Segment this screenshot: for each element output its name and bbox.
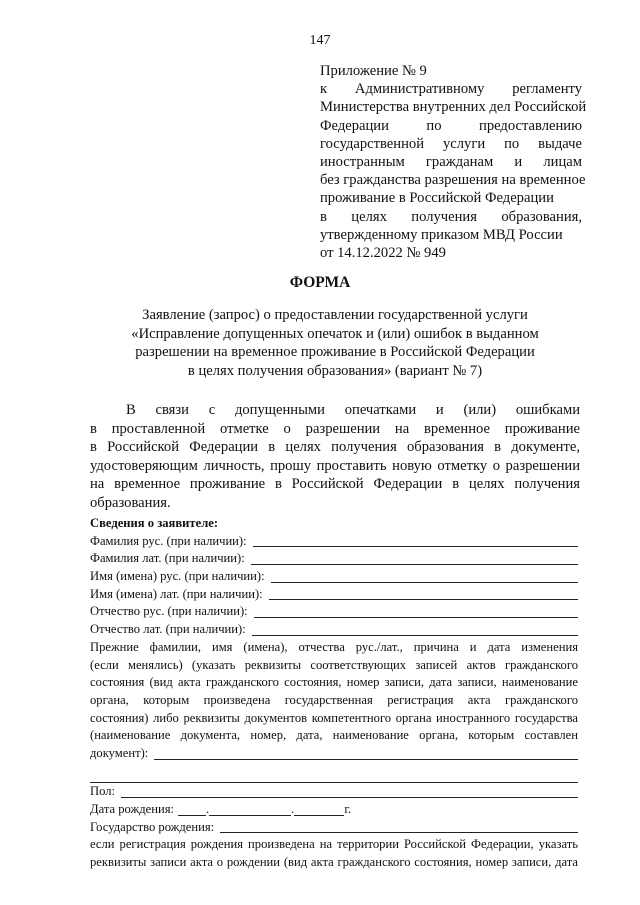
annex-line: проживание в Российской Федерации (320, 190, 554, 207)
field-label: Пол: (90, 784, 116, 799)
previous-names-field[interactable] (90, 745, 578, 763)
annex-line: государственной услуги по выдаче (320, 135, 582, 152)
birth-month-input[interactable] (209, 803, 291, 816)
applicant-heading: Сведения о заявителе: (90, 516, 219, 530)
birth-day-input[interactable] (178, 803, 206, 816)
field-input-line[interactable] (121, 785, 578, 798)
field-input-line[interactable] (154, 747, 578, 760)
field-input-line[interactable] (269, 587, 578, 600)
subtitle-line: «Исправление допущенных опечаток и (или) ошибок в выданном (131, 325, 539, 342)
previous-names-text: состояния (вид акта гражданского состояния, номер записи, дата записи, наименование (90, 675, 578, 690)
previous-names-text: органа, которым произведена государственная регистрация акта гражданского (90, 692, 578, 707)
name-rus-field[interactable] (90, 568, 578, 586)
field-input-line[interactable] (252, 623, 578, 636)
applicant-info-section (90, 515, 578, 872)
field-label: Имя (имена) рус. (при наличии): (90, 569, 265, 584)
field-label: Отчество лат. (при наличии): (90, 622, 246, 637)
birth-country-field[interactable] (90, 819, 578, 837)
surname-lat-field[interactable] (90, 550, 578, 568)
field-label: Отчество рус. (при наличии): (90, 604, 248, 619)
field-input-line[interactable] (271, 570, 578, 583)
previous-names-text: (наименование документа, номер, дата, наименование органа, которым составлен (90, 728, 578, 743)
previous-names-text: Прежние фамилии, имя (имена), отчества рус./лат., причина и дата изменения (90, 639, 578, 654)
field-label: Дата рождения: (90, 802, 174, 817)
paragraph-line: в проставленной отметке о разрешении на временное проживание (90, 420, 580, 437)
subtitle-line: Заявление (запрос) о предоставлении государственной услуги (142, 307, 528, 323)
form-subtitle (90, 306, 580, 380)
paragraph-line: удостоверяющим личность, прошу проставить новую отметку о разрешении (90, 457, 580, 474)
annex-line: от 14.12.2022 № 949 (320, 245, 446, 262)
paragraph-line: образования. (90, 494, 171, 511)
subtitle-line: разрешении на временное проживание в Российской Федерации (135, 344, 535, 361)
annex-line: Приложение № 9 (320, 63, 427, 79)
field-label: документ): (90, 746, 149, 761)
name-lat-field[interactable] (90, 586, 578, 604)
previous-names-text: (если менялись) (указать реквизиты соответствующих записей актов гражданского (90, 657, 578, 672)
paragraph-line: в Российской Федерации в целях получения образования в документе, (90, 439, 580, 456)
annex-line: к Административному регламенту (320, 81, 582, 98)
date-separator: . (206, 802, 210, 817)
birth-year-input[interactable] (294, 803, 344, 816)
field-label: Государство рождения: (90, 819, 215, 834)
request-paragraph (90, 401, 580, 513)
field-input-line[interactable] (254, 605, 578, 618)
sex-field[interactable] (90, 783, 578, 801)
patronymic-lat-field[interactable] (90, 621, 578, 639)
birth-registration-text: реквизиты записи акта о рождении (вид акта гражданского состояния, номер записи, дата (90, 855, 578, 870)
field-label: Фамилия рус. (при наличии): (90, 533, 247, 548)
page-number: 147 (309, 33, 331, 48)
field-input-line[interactable] (253, 534, 578, 547)
field-input-line[interactable] (251, 552, 578, 565)
patronymic-rus-field[interactable] (90, 603, 578, 621)
annex-line: иностранным гражданам и лицам (320, 154, 582, 171)
birth-registration-text: если регистрация рождения произведена на территории Российской Федерации, указать (90, 837, 578, 852)
annex-block (320, 62, 587, 262)
year-suffix: г. (344, 802, 352, 817)
paragraph-line: В связи с допущенными опечатками и (или) ошибками (126, 402, 580, 418)
field-label: Имя (имена) лат. (при наличии): (90, 586, 263, 601)
field-input-line[interactable] (220, 820, 578, 833)
previous-names-extra-line[interactable] (90, 765, 578, 784)
annex-line: в целях получения образования, (320, 208, 582, 225)
annex-line: Федерации по предоставлению (320, 117, 582, 134)
annex-line: без гражданства разрешения на временное (320, 172, 586, 189)
subtitle-line: в целях получения образования» (вариант № 7) (187, 362, 483, 379)
field-label: Фамилия лат. (при наличии): (90, 551, 245, 566)
paragraph-line: на временное проживание в Российской Федерации в целях получения (90, 476, 580, 493)
annex-line: утвержденному приказом МВД России (320, 226, 563, 243)
annex-line: Министерства внутренних дел Российской (320, 99, 587, 116)
birth-date-field[interactable] (90, 801, 578, 819)
previous-names-text: состояния) либо реквизиты документов компетентного органа иностранного государства (90, 710, 578, 725)
date-separator: . (291, 802, 295, 817)
surname-rus-field[interactable] (90, 533, 578, 551)
form-title: ФОРМА (289, 274, 351, 291)
